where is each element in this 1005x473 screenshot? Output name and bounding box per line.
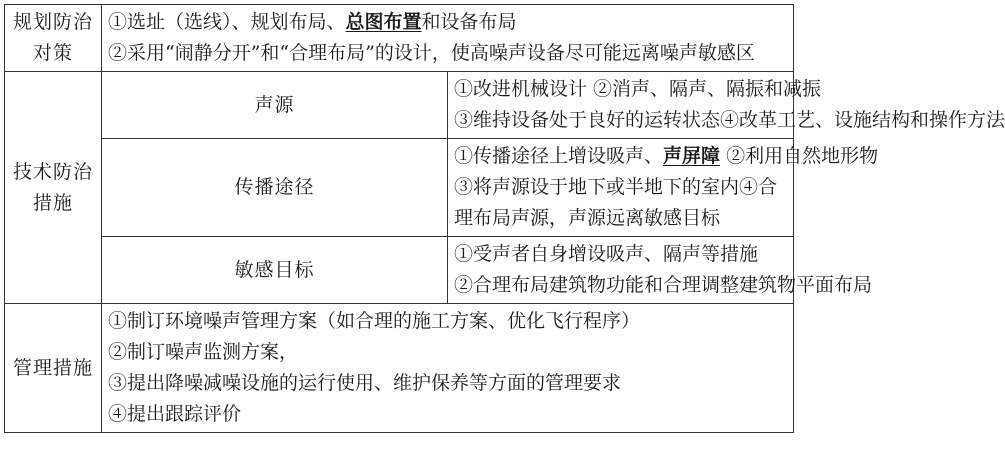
target-label-cell: 敏感目标: [102, 237, 448, 304]
source-content-cell: [448, 72, 1005, 139]
management-item-4: ④提出跟踪评价: [108, 403, 242, 425]
path-item-1: [454, 141, 879, 172]
path-label-cell: 传播途径: [102, 139, 448, 237]
management-item-1: ①制订环境噪声管理方案（如合理的施工方案、优化飞行程序）: [108, 310, 641, 332]
noise-control-table: [4, 4, 1005, 433]
path-content-cell: [448, 139, 879, 237]
technical-path-row: [5, 139, 794, 237]
technical-category-cell: 技术防治措施: [5, 72, 102, 304]
highlight-general-layout: 总图布置: [345, 11, 422, 33]
target-item-2: ②合理布局建筑物功能和合理调整建筑物平面布局: [454, 274, 873, 296]
management-item-2: ②制订噪声监测方案，: [108, 341, 299, 363]
target-item-1: ①受声者自身增设吸声、隔声等措施: [454, 243, 759, 265]
highlight-sound-barrier: 声屏障: [663, 145, 721, 167]
technical-target-row: [5, 237, 794, 304]
source-item-1: ①改进机械设计 ②消声、隔声、隔振和减振: [454, 78, 822, 100]
source-label-cell: 声源: [102, 72, 448, 139]
planning-row: [5, 5, 794, 72]
management-row: [5, 304, 794, 433]
path-item-2: ③将声源设于地下或半地下的室内④合理布局声源，声源远离敏感目标: [454, 176, 778, 229]
planning-item-1: [108, 7, 787, 38]
management-content-cell: [102, 304, 794, 433]
planning-item-2: ②采用“闹静分开”和“合理布局”的设计，使高噪声设备尽可能远离噪声敏感区: [108, 42, 755, 64]
target-content-cell: [448, 237, 873, 304]
management-item-3: ③提出降噪减噪设施的运行使用、维护保养等方面的管理要求: [108, 372, 622, 394]
planning-item-1-text-b: 和设备布局: [421, 11, 517, 33]
source-item-2: ③维持设备处于良好的运转状态④改革工艺、设施结构和操作方法: [454, 109, 1005, 131]
technical-source-row: [5, 72, 794, 139]
planning-category-cell: 规划防治对策: [5, 5, 102, 72]
planning-item-1-text-a: ①选址（选线）、规划布局、: [108, 11, 346, 33]
planning-content-cell: [102, 5, 794, 72]
path-item-1-text-a: ①传播途径上增设吸声、: [454, 145, 664, 167]
path-item-1-text-b: ②利用自然地形物: [720, 145, 879, 167]
management-category-cell: 管理措施: [5, 304, 102, 433]
